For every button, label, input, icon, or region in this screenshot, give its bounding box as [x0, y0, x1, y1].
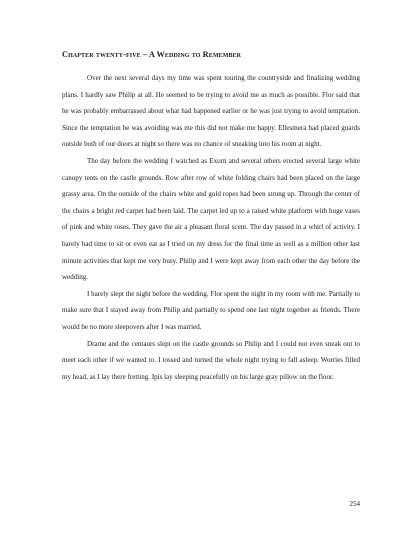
- page-number: 254: [349, 500, 360, 508]
- paragraph: I barely slept the night before the wedding. Flor spent the night in my room with me. Partially to make sure that I stayed away from Philip and partially to spend one last night together as friends. There would be no more sleepovers after I was married.: [62, 289, 360, 331]
- chapter-heading: Chapter twenty-five – A Wedding to Remember: [62, 50, 242, 59]
- paragraph: The day before the wedding I watched as Exorn and several others erected several large white canopy tents on the castle grounds. Row after row of white folding chairs had been placed on the large grassy area. On the outside of the chairs white and gold ropes had been strung up. Through the center of the chairs a bright red carpet had been laid. The carpet led up to a raised white platform with huge vases of pink and white roses. They gave the air a pleasant floral scent. The day passed in a whirl of activity. I barely had time to sit or even eat as I tried on my dress for the final time as well as a million other last minute activities that kept me very busy. Philip and I were kept away from each other the day before the wedding.: [62, 156, 360, 282]
- paragraph: Drame and the centaurs slept on the castle grounds so Philip and I could not even sneak out to meet each other if we wanted to. I tossed and turned the whole night trying to fall asleep. Worries filled my head, as I lay there fretting. Ipis lay sleeping peacefully on his large gray pillow on the floor.: [62, 339, 360, 381]
- paragraph: Over the next several days my time was spent touring the countryside and finalizing wedding plans. I hardly saw Philip at all. He seemed to be trying to avoid me as much as possible. Flor said that he was probably embarrassed about what had happened earlier or he was just trying to avoid temptation. Since the temptation he was avoiding was me this did not make me happy. Ellesmera had placed guards outside both of our doors at night so there was no chance of sneaking into his room at night.: [62, 74, 360, 149]
- chapter-body: [62, 70, 360, 385]
